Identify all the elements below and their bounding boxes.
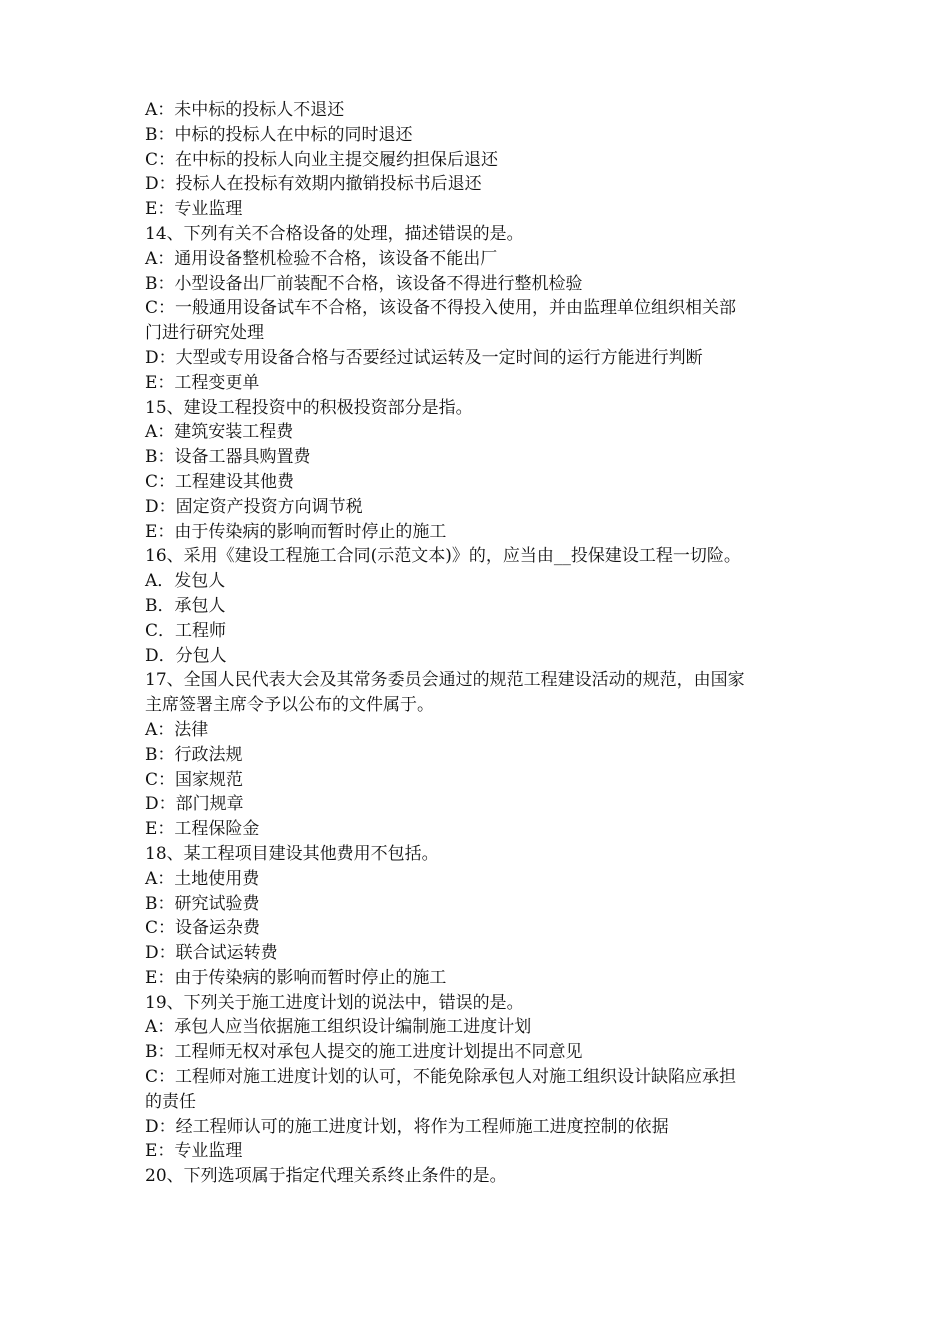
question-18: 18、某工程项目建设其他费用不包括。	[145, 843, 439, 864]
text-line: A：通用设备整机检验不合格，该设备不能出厂	[145, 248, 498, 269]
text-line: A：未中标的投标人不退还	[145, 100, 345, 120]
text-line: A：承包人应当依据施工组织设计编制施工进度计划	[145, 1017, 532, 1038]
text-line: B：小型设备出厂前装配不合格，该设备不得进行整机检验	[145, 273, 583, 294]
text-line: D：联合试运转费	[145, 943, 278, 964]
text-line: C．工程师	[145, 620, 227, 641]
question-15: 15、建设工程投资中的积极投资部分是指。	[145, 397, 473, 418]
text-line: B：研究试验费	[145, 893, 260, 914]
text-line: C：工程师对施工进度计划的认可，不能免除承包人对施工组织设计缺陷应承担	[145, 1067, 737, 1088]
question-20: 20、下列选项属于指定代理关系终止条件的是。	[145, 1166, 507, 1187]
text-line: E：由于传染病的影响而暂时停止的施工	[145, 521, 447, 542]
text-line: D．分包人	[145, 645, 227, 666]
text-line: D：投标人在投标有效期内撤销投标书后退还	[145, 174, 482, 195]
text-line: A．发包人	[145, 571, 226, 592]
text-line: C：在中标的投标人向业主提交履约担保后退还	[145, 149, 499, 170]
question-17: 17、全国人民代表大会及其常务委员会通过的规范工程建设活动的规范，由国家	[145, 670, 745, 691]
text-line: A：土地使用费	[145, 868, 260, 889]
text-line: B：工程师无权对承包人提交的施工进度计划提出不同意见	[145, 1042, 583, 1063]
document-body	[145, 98, 817, 1189]
text-line: B：设备工器具购置费	[145, 447, 311, 468]
question-16: 16、采用《建设工程施工合同(示范文本)》的，应当由__投保建设工程一切险。	[145, 546, 741, 567]
text-line: E：工程保险金	[145, 819, 260, 840]
text-line: 的责任	[145, 1091, 196, 1112]
text-line: A：法律	[145, 719, 209, 740]
text-line: 门进行研究处理	[145, 323, 264, 344]
text-line: E：由于传染病的影响而暂时停止的施工	[145, 967, 447, 988]
text-line: E：专业监理	[145, 199, 243, 220]
text-line: C：设备运杂费	[145, 918, 261, 939]
text-line: E：工程变更单	[145, 372, 260, 393]
text-line: A：建筑安装工程费	[145, 422, 294, 443]
text-line: B：行政法规	[145, 744, 243, 765]
question-14: 14、下列有关不合格设备的处理，描述错误的是。	[145, 223, 524, 244]
question-19: 19、下列关于施工进度计划的说法中，错误的是。	[145, 992, 524, 1013]
text-line: D：部门规章	[145, 794, 244, 815]
text-line: B：中标的投标人在中标的同时退还	[145, 124, 413, 145]
text-line: C：一般通用设备试车不合格，该设备不得投入使用，并由监理单位组织相关部	[145, 298, 737, 319]
text-line: E：专业监理	[145, 1141, 243, 1162]
text-line: D：固定资产投资方向调节税	[145, 496, 363, 517]
text-line: B．承包人	[145, 595, 226, 616]
text-line: C：工程建设其他费	[145, 471, 295, 492]
text-line: D：大型或专用设备合格与否要经过试运转及一定时间的运行方能进行判断	[145, 347, 703, 368]
text-line: D：经工程师认可的施工进度计划，将作为工程师施工进度控制的依据	[145, 1116, 669, 1137]
text-line: 主席签署主席令予以公布的文件属于。	[145, 695, 434, 716]
text-line: C：国家规范	[145, 769, 244, 790]
